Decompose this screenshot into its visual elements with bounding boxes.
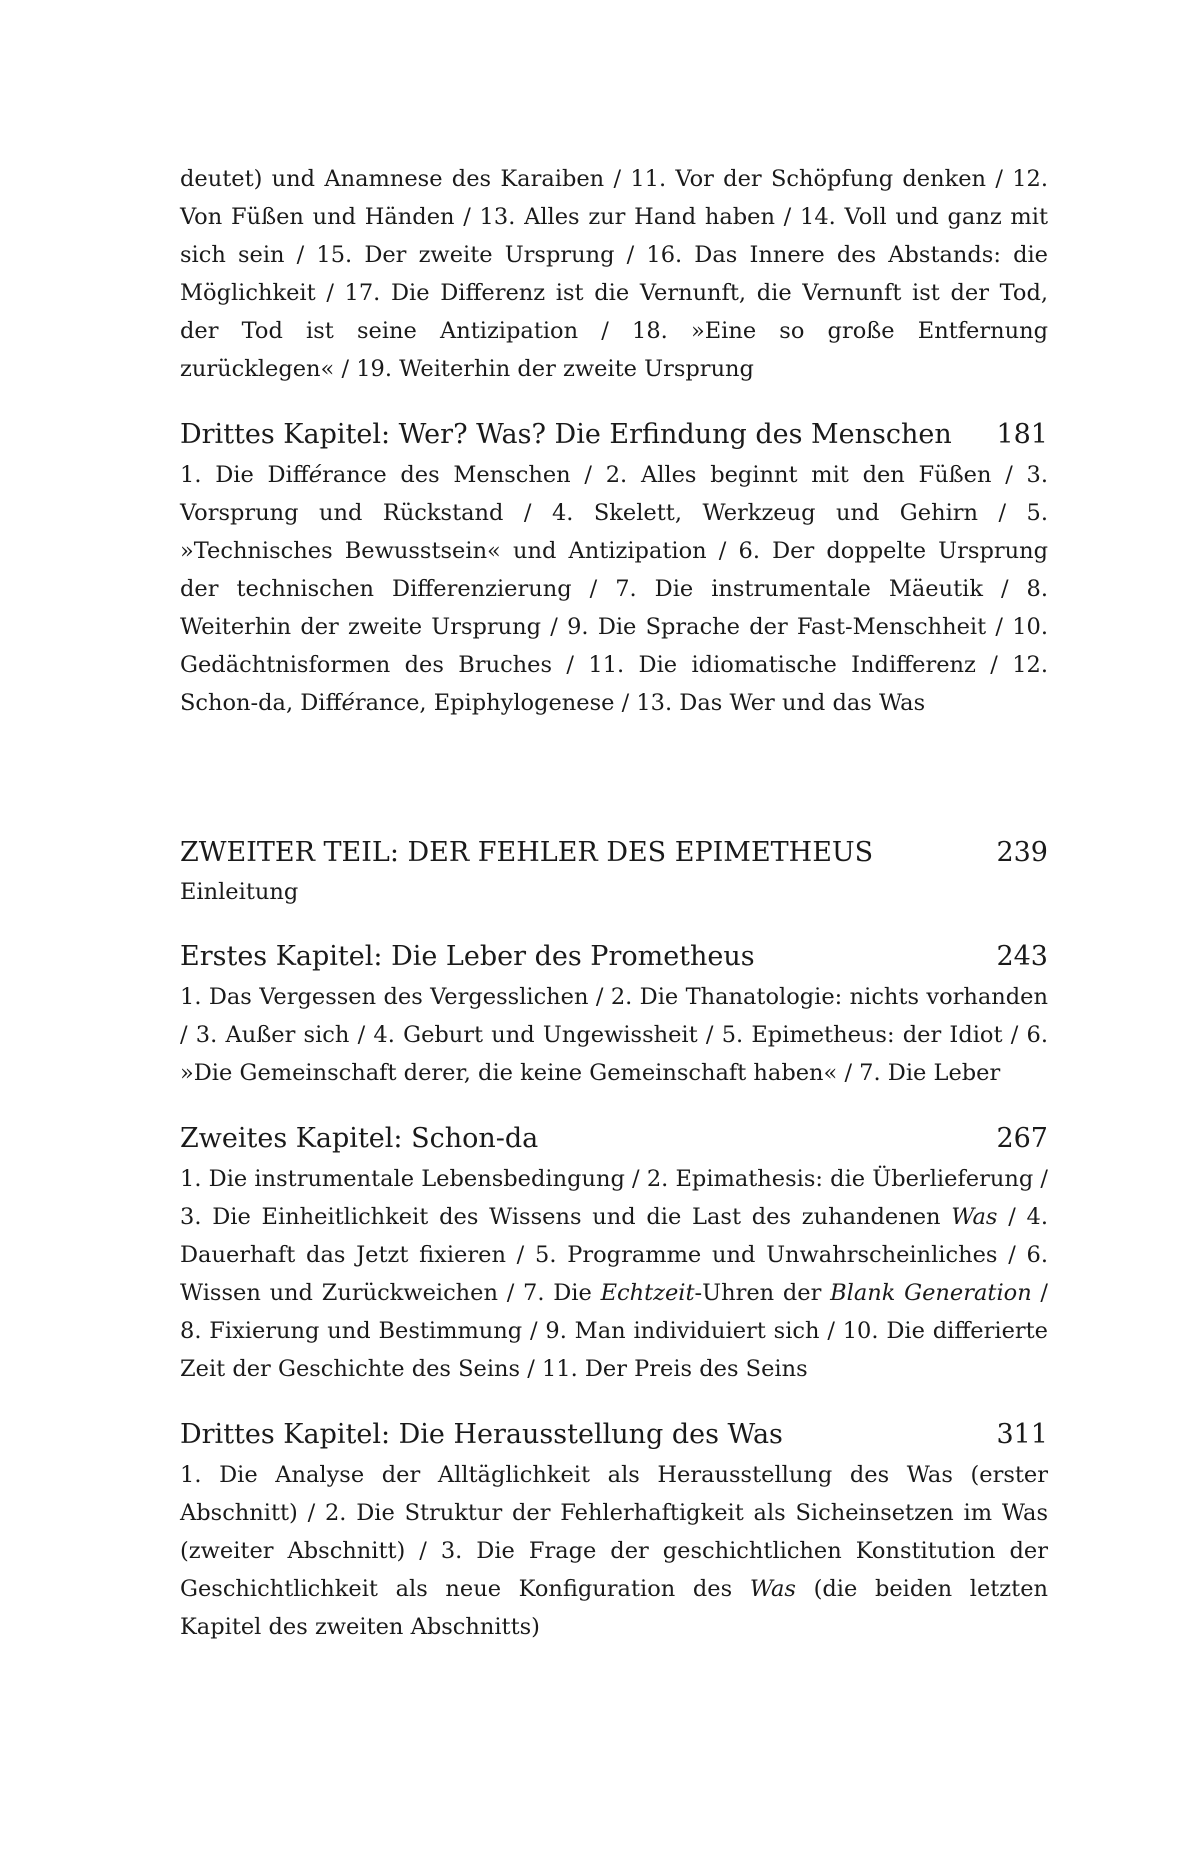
chapter-page-number: 181 — [996, 419, 1048, 450]
text-segment: / 8. Fixierung und Bestimmung / 9. Man individuiert sich / 10. Die differierte Zeit der Geschichte des Seins / 11. Der Preis des Seins — [180, 1280, 1049, 1382]
chapter-title: Zweites Kapitel: Schon-da — [180, 1123, 539, 1154]
italic-segment: Was — [951, 1204, 998, 1230]
chapter-contents — [180, 456, 1048, 722]
text-segment: / 4. Dauerhaft das Jetzt fixieren / 5. Programme und Unwahrscheinliches / 6. Wissen und Zurückweichen / 7. Die — [180, 1204, 1048, 1306]
chapter-heading — [180, 414, 1048, 456]
part-page-number: 239 — [996, 837, 1048, 868]
text-segment: rance, Epiphylogenese / 13. Das Wer und das Was — [354, 690, 926, 716]
intro-continuation-text: deutet) und Anamnese des Karaiben / 11. Vor der Schöpfung denken / 12. Von Füßen und Händen / 13. Alles zur Hand haben / 14. Voll und ganz mit sich sein / 15. Der zweite Ursprung / 16. Das Innere des Abstands: die Möglichkeit / 17. Die Differenz ist die Vernunft, die Vernunft ist der Tod, der Tod ist seine Antizipation / 18. »Eine so große Entfernung zurücklegen« / 19. Weiterhin der zweite Ursprung — [180, 166, 1048, 382]
part-heading — [180, 832, 1048, 874]
table-of-contents-page — [180, 160, 1048, 1646]
italic-segment: é — [341, 690, 355, 716]
chapter-page-number: 267 — [996, 1123, 1048, 1154]
text-segment: 1. Die Diff — [180, 462, 309, 488]
italic-segment: Blank Generation — [830, 1280, 1032, 1306]
chapter-drittes-wer-was — [180, 414, 1048, 722]
chapter-title: Drittes Kapitel: Wer? Was? Die Erfindung des Menschen — [180, 419, 952, 450]
chapter-contents — [180, 1456, 1048, 1646]
chapter-heading — [180, 1414, 1048, 1456]
chapter-erstes-leber — [180, 936, 1048, 1092]
italic-segment: Was — [749, 1576, 796, 1602]
chapter-zweites-schon-da — [180, 1118, 1048, 1388]
part-intro: Einleitung — [180, 879, 299, 905]
part-title: ZWEITER TEIL: DER FEHLER DES EPIMETHEUS — [180, 837, 874, 868]
italic-segment: Echtzeit — [600, 1280, 695, 1306]
chapter-contents: 1. Das Vergessen des Vergesslichen / 2. Die Thanatologie: nichts vorhanden / 3. Außer sich / 4. Geburt und Ungewissheit / 5. Epimetheus: der Idiot / 6. »Die Gemeinschaft derer, die keine Gemeinschaft haben« / 7. Die Leber — [180, 984, 1048, 1086]
chapter-contents — [180, 1160, 1048, 1388]
text-segment: -Uhren der — [694, 1280, 831, 1306]
chapter-page-number: 243 — [996, 941, 1048, 972]
part-two — [180, 832, 1048, 910]
chapter-heading — [180, 936, 1048, 978]
chapter-drittes-herausstellung — [180, 1414, 1048, 1646]
chapter-title: Erstes Kapitel: Die Leber des Prometheus — [180, 941, 755, 972]
text-segment: rance des Menschen / 2. Alles beginnt mit den Füßen / 3. Vorsprung und Rückstand / 4. Skelett, Werkzeug und Gehirn / 5. »Technisches Bewusstsein« und Antizipation / 6. Der doppelte Ursprung der technischen Differenzierung / 7. Die instrumentale Mäeutik / 8. Weiterhin der zweite Ursprung / 9. Die Sprache der Fast-Menschheit / 10. Gedächtnisformen des Bruches / 11. Die idiomatische Indifferenz / 12. Schon-da, Diff — [180, 462, 1049, 716]
text-segment: 1. Die instrumentale Lebensbedingung / 2. Epimathesis: die Überlieferung / 3. Die Einheitlichkeit des Wissens und die Last des zuhandenen — [180, 1166, 1048, 1230]
text-segment: (die beiden letzten Kapitel des zweiten Abschnitts) — [180, 1576, 1048, 1640]
chapter-page-number: 311 — [996, 1419, 1048, 1450]
chapter-title: Drittes Kapitel: Die Herausstellung des Was — [180, 1419, 783, 1450]
text-segment: 1. Die Analyse der Alltäglichkeit als Herausstellung des Was (erster Abschnitt) / 2. Die Struktur der Fehlerhaftigkeit als Sicheinsetzen im Was (zweiter Abschnitt) / 3. Die Frage der geschichtlichen Konstitution der Geschichtlichkeit als neue Konfiguration des — [180, 1462, 1048, 1602]
chapter-heading — [180, 1118, 1048, 1160]
italic-segment: é — [308, 462, 323, 488]
